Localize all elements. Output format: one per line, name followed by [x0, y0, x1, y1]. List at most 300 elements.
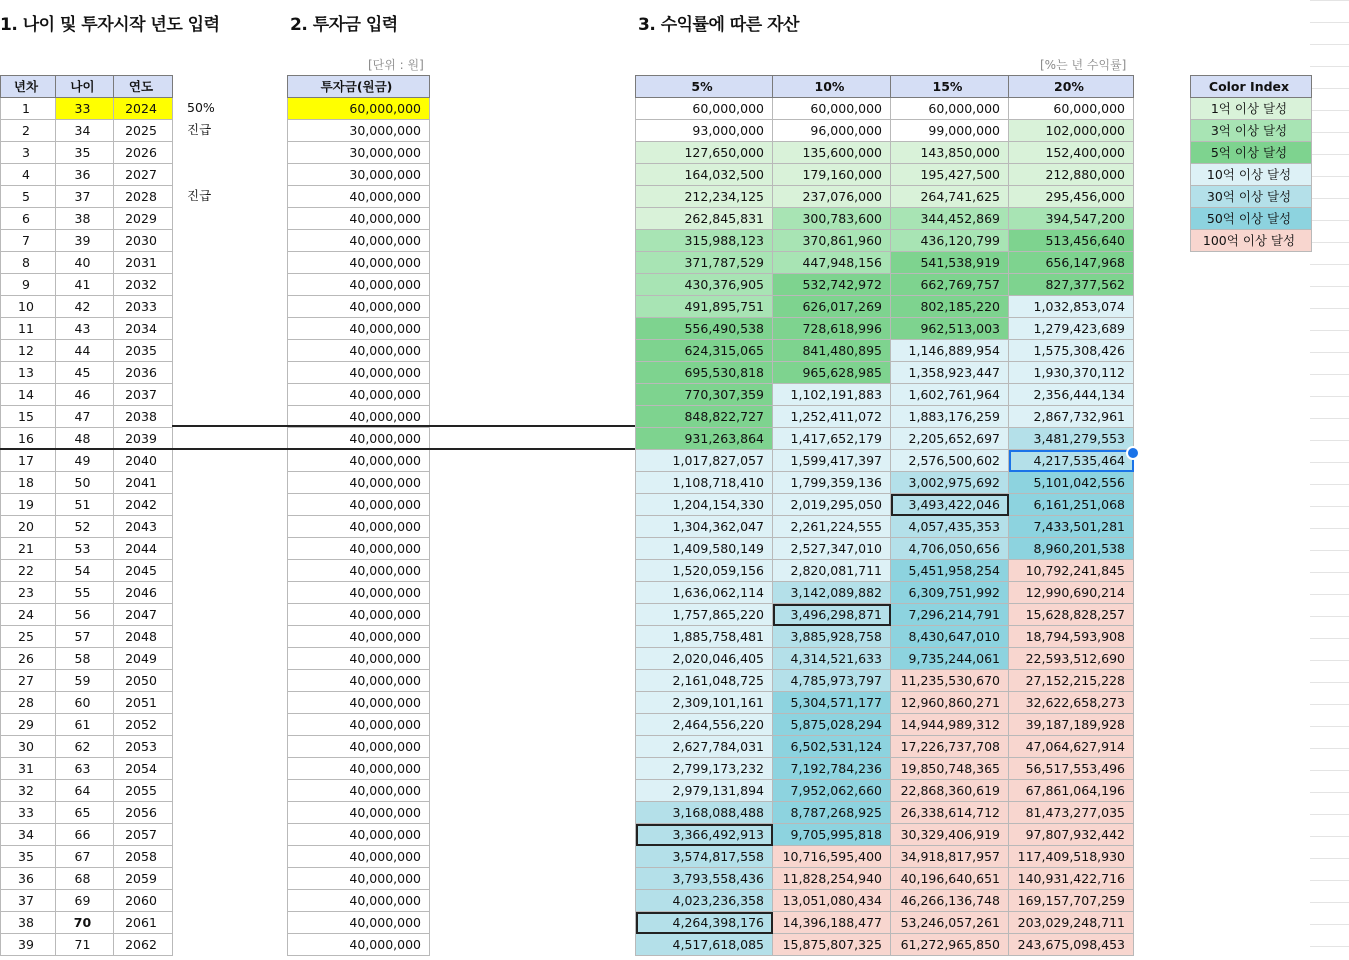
age-cell[interactable]: 57 — [56, 626, 114, 648]
asset-cell[interactable]: 2,205,652,697 — [891, 428, 1009, 450]
asset-cell[interactable]: 6,309,751,992 — [891, 582, 1009, 604]
asset-cell[interactable]: 22,593,512,690 — [1009, 648, 1134, 670]
year-cell[interactable]: 2025 — [114, 120, 173, 142]
asset-cell[interactable]: 3,366,492,913 — [636, 824, 773, 846]
year-index-cell[interactable]: 28 — [1, 692, 56, 714]
color-index-item[interactable]: 10억 이상 달성 — [1191, 164, 1312, 186]
investment-cell[interactable]: 40,000,000 — [288, 670, 430, 692]
asset-cell[interactable]: 13,051,080,434 — [773, 890, 891, 912]
color-index-item[interactable]: 100억 이상 달성 — [1191, 230, 1312, 252]
year-cell[interactable]: 2055 — [114, 780, 173, 802]
year-cell[interactable]: 2051 — [114, 692, 173, 714]
year-index-cell[interactable]: 25 — [1, 626, 56, 648]
age-cell[interactable]: 50 — [56, 472, 114, 494]
investment-cell[interactable]: 40,000,000 — [288, 384, 430, 406]
asset-cell[interactable]: 513,456,640 — [1009, 230, 1134, 252]
year-index-cell[interactable]: 18 — [1, 472, 56, 494]
age-cell[interactable]: 49 — [56, 450, 114, 472]
age-cell[interactable]: 35 — [56, 142, 114, 164]
year-index-cell[interactable]: 10 — [1, 296, 56, 318]
year-cell[interactable]: 2054 — [114, 758, 173, 780]
asset-cell[interactable]: 1,102,191,883 — [773, 384, 891, 406]
investment-cell[interactable]: 40,000,000 — [288, 362, 430, 384]
asset-cell[interactable]: 262,845,831 — [636, 208, 773, 230]
age-cell[interactable]: 68 — [56, 868, 114, 890]
investment-cell[interactable]: 60,000,000 — [288, 98, 430, 120]
asset-cell[interactable]: 5,304,571,177 — [773, 692, 891, 714]
asset-cell[interactable]: 18,794,593,908 — [1009, 626, 1134, 648]
asset-cell[interactable]: 4,706,050,656 — [891, 538, 1009, 560]
asset-cell[interactable]: 140,931,422,716 — [1009, 868, 1134, 890]
asset-cell[interactable]: 4,785,973,797 — [773, 670, 891, 692]
year-index-cell[interactable]: 1 — [1, 98, 56, 120]
asset-cell[interactable]: 1,304,362,047 — [636, 516, 773, 538]
asset-cell[interactable]: 10,716,595,400 — [773, 846, 891, 868]
year-index-cell[interactable]: 39 — [1, 934, 56, 956]
asset-cell[interactable]: 1,930,370,112 — [1009, 362, 1134, 384]
asset-cell[interactable]: 127,650,000 — [636, 142, 773, 164]
age-cell[interactable]: 41 — [56, 274, 114, 296]
asset-cell[interactable]: 40,196,640,651 — [891, 868, 1009, 890]
investment-cell[interactable]: 40,000,000 — [288, 274, 430, 296]
asset-cell[interactable]: 7,296,214,791 — [891, 604, 1009, 626]
year-cell[interactable]: 2045 — [114, 560, 173, 582]
rate-header-2[interactable]: 15% — [891, 76, 1009, 98]
year-index-cell[interactable]: 30 — [1, 736, 56, 758]
investment-cell[interactable]: 40,000,000 — [288, 582, 430, 604]
age-cell[interactable]: 71 — [56, 934, 114, 956]
asset-cell[interactable]: 152,400,000 — [1009, 142, 1134, 164]
asset-cell[interactable]: 14,396,188,477 — [773, 912, 891, 934]
rate-header-3[interactable]: 20% — [1009, 76, 1134, 98]
investment-cell[interactable]: 40,000,000 — [288, 736, 430, 758]
note-cell[interactable]: 진급 — [187, 122, 212, 137]
investment-cell[interactable]: 40,000,000 — [288, 538, 430, 560]
asset-cell[interactable]: 237,076,000 — [773, 186, 891, 208]
asset-cell[interactable]: 1,885,758,481 — [636, 626, 773, 648]
asset-cell[interactable]: 962,513,003 — [891, 318, 1009, 340]
age-cell[interactable]: 62 — [56, 736, 114, 758]
investment-cell[interactable]: 40,000,000 — [288, 296, 430, 318]
year-index-cell[interactable]: 16 — [1, 428, 56, 450]
year-cell[interactable]: 2058 — [114, 846, 173, 868]
asset-cell[interactable]: 4,217,535,464 — [1009, 450, 1134, 472]
year-index-cell[interactable]: 8 — [1, 252, 56, 274]
age-cell[interactable]: 44 — [56, 340, 114, 362]
year-index-cell[interactable]: 11 — [1, 318, 56, 340]
age-table-header-0[interactable]: 년차 — [1, 76, 56, 98]
investment-cell[interactable]: 40,000,000 — [288, 340, 430, 362]
color-index-header[interactable]: Color Index — [1191, 76, 1312, 98]
asset-cell[interactable]: 9,705,995,818 — [773, 824, 891, 846]
asset-cell[interactable]: 164,032,500 — [636, 164, 773, 186]
asset-cell[interactable]: 802,185,220 — [891, 296, 1009, 318]
age-cell[interactable]: 39 — [56, 230, 114, 252]
year-index-cell[interactable]: 19 — [1, 494, 56, 516]
year-index-cell[interactable]: 20 — [1, 516, 56, 538]
age-cell[interactable]: 61 — [56, 714, 114, 736]
year-cell[interactable]: 2026 — [114, 142, 173, 164]
investment-cell[interactable]: 40,000,000 — [288, 802, 430, 824]
asset-cell[interactable]: 300,783,600 — [773, 208, 891, 230]
asset-cell[interactable]: 656,147,968 — [1009, 252, 1134, 274]
asset-cell[interactable]: 2,627,784,031 — [636, 736, 773, 758]
age-cell[interactable]: 46 — [56, 384, 114, 406]
year-cell[interactable]: 2048 — [114, 626, 173, 648]
investment-cell[interactable]: 40,000,000 — [288, 934, 430, 956]
asset-cell[interactable]: 8,430,647,010 — [891, 626, 1009, 648]
investment-cell[interactable]: 30,000,000 — [288, 164, 430, 186]
year-cell[interactable]: 2043 — [114, 516, 173, 538]
asset-cell[interactable]: 1,252,411,072 — [773, 406, 891, 428]
asset-cell[interactable]: 370,861,960 — [773, 230, 891, 252]
asset-cell[interactable]: 135,600,000 — [773, 142, 891, 164]
asset-cell[interactable]: 67,861,064,196 — [1009, 780, 1134, 802]
year-cell[interactable]: 2052 — [114, 714, 173, 736]
asset-cell[interactable]: 3,493,422,046 — [891, 494, 1009, 516]
asset-cell[interactable]: 27,152,215,228 — [1009, 670, 1134, 692]
asset-cell[interactable]: 436,120,799 — [891, 230, 1009, 252]
asset-cell[interactable]: 2,261,224,555 — [773, 516, 891, 538]
asset-cell[interactable]: 117,409,518,930 — [1009, 846, 1134, 868]
asset-cell[interactable]: 315,988,123 — [636, 230, 773, 252]
asset-cell[interactable]: 1,757,865,220 — [636, 604, 773, 626]
asset-cell[interactable]: 827,377,562 — [1009, 274, 1134, 296]
asset-cell[interactable]: 491,895,751 — [636, 296, 773, 318]
asset-cell[interactable]: 15,875,807,325 — [773, 934, 891, 956]
investment-cell[interactable]: 40,000,000 — [288, 450, 430, 472]
asset-cell[interactable]: 243,675,098,453 — [1009, 934, 1134, 956]
asset-cell[interactable]: 264,741,625 — [891, 186, 1009, 208]
year-cell[interactable]: 2038 — [114, 406, 173, 428]
year-cell[interactable]: 2046 — [114, 582, 173, 604]
age-cell[interactable]: 56 — [56, 604, 114, 626]
age-cell[interactable]: 70 — [56, 912, 114, 934]
asset-cell[interactable]: 39,187,189,928 — [1009, 714, 1134, 736]
asset-cell[interactable]: 47,064,627,914 — [1009, 736, 1134, 758]
asset-cell[interactable]: 99,000,000 — [891, 120, 1009, 142]
year-index-cell[interactable]: 31 — [1, 758, 56, 780]
asset-cell[interactable]: 7,952,062,660 — [773, 780, 891, 802]
year-index-cell[interactable]: 23 — [1, 582, 56, 604]
asset-cell[interactable]: 60,000,000 — [1009, 98, 1134, 120]
year-index-cell[interactable]: 17 — [1, 450, 56, 472]
age-cell[interactable]: 65 — [56, 802, 114, 824]
asset-cell[interactable]: 3,574,817,558 — [636, 846, 773, 868]
asset-cell[interactable]: 46,266,136,748 — [891, 890, 1009, 912]
asset-cell[interactable]: 8,960,201,538 — [1009, 538, 1134, 560]
year-cell[interactable]: 2040 — [114, 450, 173, 472]
investment-cell[interactable]: 30,000,000 — [288, 120, 430, 142]
asset-cell[interactable]: 30,329,406,919 — [891, 824, 1009, 846]
asset-cell[interactable]: 10,792,241,845 — [1009, 560, 1134, 582]
asset-cell[interactable]: 19,850,748,365 — [891, 758, 1009, 780]
asset-cell[interactable]: 1,575,308,426 — [1009, 340, 1134, 362]
asset-cell[interactable]: 7,192,784,236 — [773, 758, 891, 780]
asset-cell[interactable]: 2,019,295,050 — [773, 494, 891, 516]
asset-cell[interactable]: 32,622,658,273 — [1009, 692, 1134, 714]
asset-cell[interactable]: 1,204,154,330 — [636, 494, 773, 516]
asset-cell[interactable]: 2,527,347,010 — [773, 538, 891, 560]
asset-cell[interactable]: 1,032,853,074 — [1009, 296, 1134, 318]
asset-cell[interactable]: 96,000,000 — [773, 120, 891, 142]
asset-cell[interactable]: 2,867,732,961 — [1009, 406, 1134, 428]
year-index-cell[interactable]: 9 — [1, 274, 56, 296]
asset-cell[interactable]: 1,417,652,179 — [773, 428, 891, 450]
asset-cell[interactable]: 1,602,761,964 — [891, 384, 1009, 406]
rate-header-1[interactable]: 10% — [773, 76, 891, 98]
asset-cell[interactable]: 4,057,435,353 — [891, 516, 1009, 538]
investment-cell[interactable]: 40,000,000 — [288, 912, 430, 934]
asset-cell[interactable]: 1,883,176,259 — [891, 406, 1009, 428]
asset-cell[interactable]: 4,023,236,358 — [636, 890, 773, 912]
age-cell[interactable]: 69 — [56, 890, 114, 912]
asset-cell[interactable]: 1,017,827,057 — [636, 450, 773, 472]
asset-cell[interactable]: 53,246,057,261 — [891, 912, 1009, 934]
year-index-cell[interactable]: 5 — [1, 186, 56, 208]
year-cell[interactable]: 2062 — [114, 934, 173, 956]
investment-cell[interactable]: 40,000,000 — [288, 758, 430, 780]
year-cell[interactable]: 2034 — [114, 318, 173, 340]
asset-cell[interactable]: 12,960,860,271 — [891, 692, 1009, 714]
investment-cell[interactable]: 40,000,000 — [288, 208, 430, 230]
year-cell[interactable]: 2031 — [114, 252, 173, 274]
investment-cell[interactable]: 40,000,000 — [288, 318, 430, 340]
asset-cell[interactable]: 4,264,398,176 — [636, 912, 773, 934]
investment-cell[interactable]: 40,000,000 — [288, 890, 430, 912]
asset-cell[interactable]: 430,376,905 — [636, 274, 773, 296]
note-cell[interactable]: 50% — [187, 100, 215, 115]
year-index-cell[interactable]: 21 — [1, 538, 56, 560]
asset-cell[interactable]: 1,358,923,447 — [891, 362, 1009, 384]
asset-cell[interactable]: 841,480,895 — [773, 340, 891, 362]
age-cell[interactable]: 52 — [56, 516, 114, 538]
asset-cell[interactable]: 14,944,989,312 — [891, 714, 1009, 736]
asset-cell[interactable]: 1,599,417,397 — [773, 450, 891, 472]
asset-cell[interactable]: 3,793,558,436 — [636, 868, 773, 890]
asset-cell[interactable]: 1,279,423,689 — [1009, 318, 1134, 340]
investment-cell[interactable]: 40,000,000 — [288, 824, 430, 846]
asset-cell[interactable]: 626,017,269 — [773, 296, 891, 318]
age-cell[interactable]: 59 — [56, 670, 114, 692]
asset-cell[interactable]: 5,101,042,556 — [1009, 472, 1134, 494]
age-cell[interactable]: 36 — [56, 164, 114, 186]
asset-cell[interactable]: 2,799,173,232 — [636, 758, 773, 780]
asset-cell[interactable]: 11,235,530,670 — [891, 670, 1009, 692]
asset-cell[interactable]: 8,787,268,925 — [773, 802, 891, 824]
age-table-header-2[interactable]: 연도 — [114, 76, 173, 98]
asset-cell[interactable]: 102,000,000 — [1009, 120, 1134, 142]
investment-cell[interactable]: 40,000,000 — [288, 692, 430, 714]
year-index-cell[interactable]: 15 — [1, 406, 56, 428]
asset-cell[interactable]: 1,409,580,149 — [636, 538, 773, 560]
asset-cell[interactable]: 60,000,000 — [773, 98, 891, 120]
asset-cell[interactable]: 2,309,101,161 — [636, 692, 773, 714]
asset-cell[interactable]: 179,160,000 — [773, 164, 891, 186]
year-cell[interactable]: 2033 — [114, 296, 173, 318]
age-cell[interactable]: 64 — [56, 780, 114, 802]
age-cell[interactable]: 63 — [56, 758, 114, 780]
year-cell[interactable]: 2059 — [114, 868, 173, 890]
asset-cell[interactable]: 3,481,279,553 — [1009, 428, 1134, 450]
asset-cell[interactable]: 212,234,125 — [636, 186, 773, 208]
age-cell[interactable]: 66 — [56, 824, 114, 846]
investment-cell[interactable]: 40,000,000 — [288, 868, 430, 890]
age-cell[interactable]: 33 — [56, 98, 114, 120]
investment-cell[interactable]: 40,000,000 — [288, 714, 430, 736]
asset-cell[interactable]: 93,000,000 — [636, 120, 773, 142]
asset-cell[interactable]: 3,168,088,488 — [636, 802, 773, 824]
year-index-cell[interactable]: 12 — [1, 340, 56, 362]
year-index-cell[interactable]: 2 — [1, 120, 56, 142]
asset-cell[interactable]: 6,161,251,068 — [1009, 494, 1134, 516]
asset-cell[interactable]: 2,161,048,725 — [636, 670, 773, 692]
year-index-cell[interactable]: 29 — [1, 714, 56, 736]
color-index-item[interactable]: 30억 이상 달성 — [1191, 186, 1312, 208]
investment-cell[interactable]: 40,000,000 — [288, 626, 430, 648]
age-cell[interactable]: 51 — [56, 494, 114, 516]
year-index-cell[interactable]: 38 — [1, 912, 56, 934]
year-cell[interactable]: 2047 — [114, 604, 173, 626]
age-cell[interactable]: 60 — [56, 692, 114, 714]
asset-cell[interactable]: 3,002,975,692 — [891, 472, 1009, 494]
investment-cell[interactable]: 30,000,000 — [288, 142, 430, 164]
year-index-cell[interactable]: 32 — [1, 780, 56, 802]
investment-cell[interactable]: 40,000,000 — [288, 560, 430, 582]
age-cell[interactable]: 53 — [56, 538, 114, 560]
asset-cell[interactable]: 532,742,972 — [773, 274, 891, 296]
year-cell[interactable]: 2032 — [114, 274, 173, 296]
year-index-cell[interactable]: 34 — [1, 824, 56, 846]
color-index-item[interactable]: 3억 이상 달성 — [1191, 120, 1312, 142]
asset-cell[interactable]: 195,427,500 — [891, 164, 1009, 186]
year-cell[interactable]: 2061 — [114, 912, 173, 934]
asset-cell[interactable]: 1,520,059,156 — [636, 560, 773, 582]
investment-cell[interactable]: 40,000,000 — [288, 230, 430, 252]
year-cell[interactable]: 2028 — [114, 186, 173, 208]
asset-cell[interactable]: 60,000,000 — [891, 98, 1009, 120]
investment-cell[interactable]: 40,000,000 — [288, 648, 430, 670]
investment-cell[interactable]: 40,000,000 — [288, 252, 430, 274]
asset-cell[interactable]: 371,787,529 — [636, 252, 773, 274]
asset-cell[interactable]: 61,272,965,850 — [891, 934, 1009, 956]
year-index-cell[interactable]: 24 — [1, 604, 56, 626]
year-cell[interactable]: 2053 — [114, 736, 173, 758]
year-index-cell[interactable]: 26 — [1, 648, 56, 670]
year-index-cell[interactable]: 22 — [1, 560, 56, 582]
age-cell[interactable]: 54 — [56, 560, 114, 582]
asset-cell[interactable]: 2,356,444,134 — [1009, 384, 1134, 406]
asset-cell[interactable]: 728,618,996 — [773, 318, 891, 340]
year-cell[interactable]: 2049 — [114, 648, 173, 670]
investment-cell[interactable]: 40,000,000 — [288, 780, 430, 802]
age-cell[interactable]: 34 — [56, 120, 114, 142]
asset-cell[interactable]: 6,502,531,124 — [773, 736, 891, 758]
age-cell[interactable]: 42 — [56, 296, 114, 318]
asset-cell[interactable]: 5,451,958,254 — [891, 560, 1009, 582]
investment-cell[interactable]: 40,000,000 — [288, 604, 430, 626]
investment-cell[interactable]: 40,000,000 — [288, 846, 430, 868]
investment-cell[interactable]: 40,000,000 — [288, 516, 430, 538]
age-table-header-1[interactable]: 나이 — [56, 76, 114, 98]
investment-cell[interactable]: 40,000,000 — [288, 406, 430, 428]
asset-cell[interactable]: 212,880,000 — [1009, 164, 1134, 186]
asset-cell[interactable]: 12,990,690,214 — [1009, 582, 1134, 604]
asset-cell[interactable]: 2,464,556,220 — [636, 714, 773, 736]
year-cell[interactable]: 2039 — [114, 428, 173, 450]
asset-cell[interactable]: 770,307,359 — [636, 384, 773, 406]
year-index-cell[interactable]: 33 — [1, 802, 56, 824]
asset-cell[interactable]: 931,263,864 — [636, 428, 773, 450]
investment-header[interactable]: 투자금(원금) — [288, 76, 430, 98]
asset-cell[interactable]: 695,530,818 — [636, 362, 773, 384]
year-index-cell[interactable]: 7 — [1, 230, 56, 252]
asset-cell[interactable]: 2,576,500,602 — [891, 450, 1009, 472]
asset-cell[interactable]: 81,473,277,035 — [1009, 802, 1134, 824]
asset-cell[interactable]: 97,807,932,442 — [1009, 824, 1134, 846]
age-cell[interactable]: 48 — [56, 428, 114, 450]
asset-cell[interactable]: 56,517,553,496 — [1009, 758, 1134, 780]
asset-cell[interactable]: 3,885,928,758 — [773, 626, 891, 648]
age-cell[interactable]: 47 — [56, 406, 114, 428]
year-index-cell[interactable]: 36 — [1, 868, 56, 890]
asset-cell[interactable]: 60,000,000 — [636, 98, 773, 120]
age-cell[interactable]: 55 — [56, 582, 114, 604]
asset-cell[interactable]: 1,108,718,410 — [636, 472, 773, 494]
asset-cell[interactable]: 394,547,200 — [1009, 208, 1134, 230]
color-index-item[interactable]: 1억 이상 달성 — [1191, 98, 1312, 120]
age-cell[interactable]: 37 — [56, 186, 114, 208]
asset-cell[interactable]: 848,822,727 — [636, 406, 773, 428]
investment-cell[interactable]: 40,000,000 — [288, 472, 430, 494]
asset-cell[interactable]: 344,452,869 — [891, 208, 1009, 230]
asset-cell[interactable]: 1,799,359,136 — [773, 472, 891, 494]
asset-cell[interactable]: 34,918,817,957 — [891, 846, 1009, 868]
asset-cell[interactable]: 7,433,501,281 — [1009, 516, 1134, 538]
age-cell[interactable]: 43 — [56, 318, 114, 340]
asset-cell[interactable]: 3,496,298,871 — [773, 604, 891, 626]
asset-cell[interactable]: 4,517,618,085 — [636, 934, 773, 956]
age-cell[interactable]: 45 — [56, 362, 114, 384]
asset-cell[interactable]: 5,875,028,294 — [773, 714, 891, 736]
rate-header-0[interactable]: 5% — [636, 76, 773, 98]
asset-cell[interactable]: 9,735,244,061 — [891, 648, 1009, 670]
asset-cell[interactable]: 22,868,360,619 — [891, 780, 1009, 802]
year-cell[interactable]: 2037 — [114, 384, 173, 406]
investment-cell[interactable]: 40,000,000 — [288, 428, 430, 450]
year-cell[interactable]: 2027 — [114, 164, 173, 186]
asset-cell[interactable]: 624,315,065 — [636, 340, 773, 362]
asset-cell[interactable]: 447,948,156 — [773, 252, 891, 274]
asset-cell[interactable]: 143,850,000 — [891, 142, 1009, 164]
asset-cell[interactable]: 2,820,081,711 — [773, 560, 891, 582]
year-cell[interactable]: 2036 — [114, 362, 173, 384]
year-cell[interactable]: 2030 — [114, 230, 173, 252]
year-index-cell[interactable]: 27 — [1, 670, 56, 692]
year-index-cell[interactable]: 14 — [1, 384, 56, 406]
year-cell[interactable]: 2024 — [114, 98, 173, 120]
asset-cell[interactable]: 2,979,131,894 — [636, 780, 773, 802]
color-index-item[interactable]: 50억 이상 달성 — [1191, 208, 1312, 230]
age-cell[interactable]: 38 — [56, 208, 114, 230]
year-cell[interactable]: 2042 — [114, 494, 173, 516]
age-cell[interactable]: 58 — [56, 648, 114, 670]
asset-cell[interactable]: 295,456,000 — [1009, 186, 1134, 208]
asset-cell[interactable]: 541,538,919 — [891, 252, 1009, 274]
note-cell[interactable]: 진급 — [187, 188, 212, 203]
year-cell[interactable]: 2050 — [114, 670, 173, 692]
asset-cell[interactable]: 1,636,062,114 — [636, 582, 773, 604]
